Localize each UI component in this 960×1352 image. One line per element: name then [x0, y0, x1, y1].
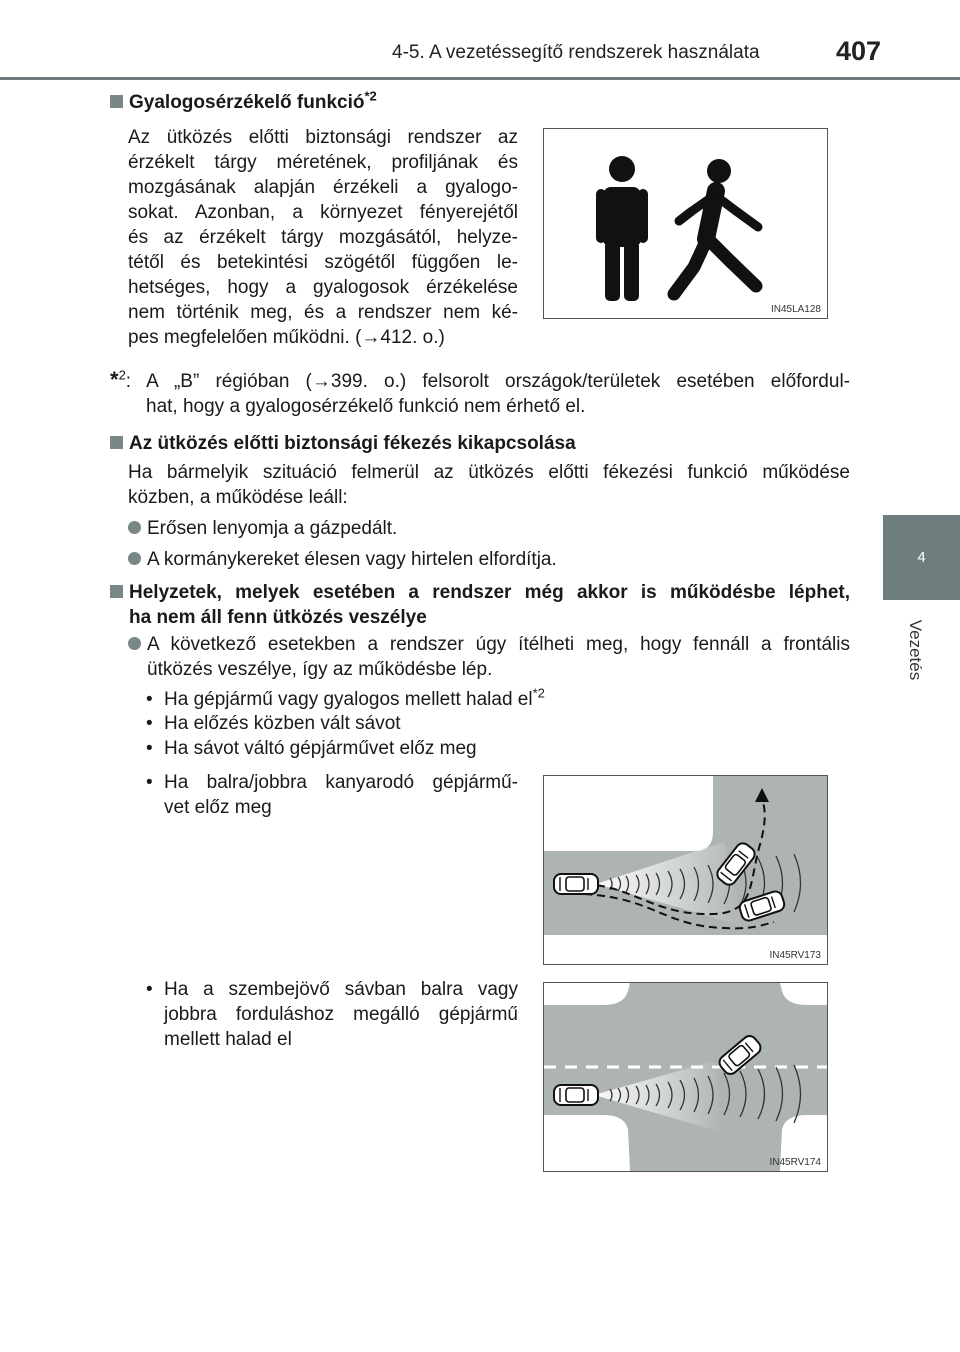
pedestrian-heading — [110, 88, 377, 114]
bullet-glyph: • — [146, 713, 153, 734]
figure-code: IN45LA128 — [770, 304, 821, 315]
heading-square-icon — [110, 95, 123, 108]
chapter-label-box — [895, 605, 935, 695]
footnote-line: hat, hogy a gyalogosérzékelő funkció nem érhető el. — [146, 396, 586, 417]
page-number: 407 — [836, 36, 882, 66]
footnote — [110, 367, 850, 419]
text-line: Helyzetek, melyek esetében a rendszer még akkor is működésbe léphet, — [129, 582, 850, 603]
chapter-tab — [883, 515, 960, 600]
bullet-glyph: • — [146, 772, 153, 793]
list-item-sup: *2 — [532, 685, 545, 701]
text-line: hetséges, hogy a gyalogosok érzékelése — [128, 277, 518, 298]
text-line: közben, a működése leáll: — [128, 487, 348, 508]
chapter-label: Vezetés — [906, 619, 925, 681]
list-item-text: Ha előzés közben vált sávot — [164, 713, 401, 734]
footnote-marker-sup: 2 — [118, 367, 126, 383]
text-line: ha nem áll fenn ütközés veszélye — [129, 607, 427, 628]
text-line: vet előz meg — [164, 797, 272, 818]
text-line: érzékelt tárgy méretének, profiljának és — [128, 152, 518, 173]
bullet-glyph: • — [146, 979, 153, 1000]
disable-item — [128, 516, 397, 541]
text-line: Az ütközés előtti biztonsági rendszer az — [128, 127, 518, 148]
turning-vehicle-figure — [543, 775, 828, 965]
list-item — [146, 770, 518, 820]
text-line: nem történik meg, és a rendszer nem ké- — [128, 302, 518, 323]
heading-square-icon — [110, 436, 123, 449]
disable-item — [128, 547, 557, 572]
text-line: jobbra forduláshoz megálló gépjármű — [164, 1004, 518, 1025]
footnote-marker: * — [110, 367, 119, 392]
figure-code: IN45RV173 — [769, 950, 821, 961]
list-item — [146, 687, 545, 712]
text-line: Ha a szembejövő sávban balra vagy — [164, 979, 518, 1000]
situations-heading — [110, 580, 850, 630]
text-line: A következő esetekben a rendszer úgy ítélheti meg, hogy fennáll a frontális — [147, 634, 850, 655]
disable-intro — [128, 460, 850, 510]
list-item — [146, 736, 477, 761]
bullet-glyph: • — [146, 738, 153, 759]
header-rule — [0, 77, 960, 80]
chapter-number: 4 — [917, 549, 926, 566]
text-line: mellett halad el — [164, 1029, 292, 1050]
list-item-text: Ha gépjármű vagy gyalogos mellett halad el — [164, 689, 533, 710]
figure-code: IN45RV174 — [769, 1157, 821, 1168]
turning-vehicle-illustration — [544, 776, 827, 964]
text-line: sokat. Azonban, a környezet fényerejétől — [128, 202, 518, 223]
list-item — [146, 977, 518, 1052]
pedestrian-figure — [543, 128, 828, 319]
bullet-dot-icon — [128, 637, 141, 650]
disable-heading — [110, 433, 576, 455]
situations-intro — [128, 632, 850, 682]
bullet-dot-icon — [128, 552, 141, 565]
disable-item-text: A kormánykereket élesen vagy hirtelen elfordítja. — [147, 549, 557, 570]
bullet-dot-icon — [128, 521, 141, 534]
oncoming-vehicle-illustration — [544, 983, 827, 1171]
disable-item-text: Erősen lenyomja a gázpedált. — [147, 518, 398, 539]
pedestrian-paragraph — [128, 125, 518, 350]
heading-square-icon — [110, 585, 123, 598]
text-line: Ha bármelyik szituáció felmerül az ütközés előtti fékezési funkció működése — [128, 462, 850, 483]
pedestrian-heading-text: Gyalogosérzékelő funkció — [129, 92, 365, 113]
text-line: ütközés veszélye, így az működésbe lép. — [147, 659, 493, 680]
pedestrian-illustration — [544, 129, 827, 318]
text-line: tétől és betekintési szögétől függően le- — [128, 252, 518, 273]
pedestrian-heading-sup: *2 — [364, 88, 377, 104]
disable-heading-text: Az ütközés előtti biztonsági fékezés kikapcsolása — [129, 433, 576, 454]
section-title: 4-5. A vezetéssegítő rendszerek használata — [392, 42, 760, 63]
list-item — [146, 711, 401, 736]
standing-person-icon — [596, 156, 648, 301]
footnote-line: : A „B” régióban (→399. o.) felsorolt országok/területek esetében előfordul- — [125, 371, 850, 392]
list-item-text: Ha sávot váltó gépjárművet előz meg — [164, 738, 477, 759]
oncoming-vehicle-figure — [543, 982, 828, 1172]
walking-person-icon — [674, 159, 758, 294]
text-line: Ha balra/jobbra kanyarodó gépjármű- — [164, 772, 518, 793]
bullet-glyph: • — [146, 689, 153, 710]
text-line: pes megfelelően működni. (→412. o.) — [128, 327, 445, 348]
text-line: mozgásának alapján érzékeli a gyalogo- — [128, 177, 518, 198]
text-line: és az érzékelt tárgy mozgásától, helyze- — [128, 227, 518, 248]
